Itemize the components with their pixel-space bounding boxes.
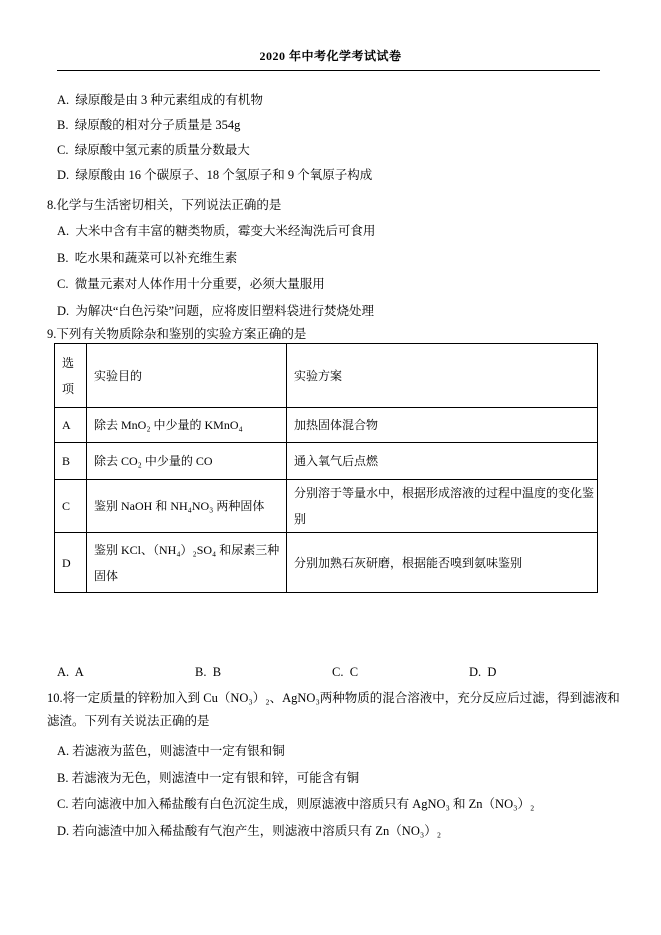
- q9-row-d-plan: 分别加熟石灰研磨，根据能否嗅到氨味鉴别: [287, 533, 598, 593]
- q9-row-c-option: C: [55, 480, 87, 533]
- q9-answer-choice-a: A. A: [57, 665, 84, 679]
- q9-answer-choice-d: D. D: [469, 665, 497, 679]
- q7-option-d: D. 绿原酸由 16 个碳原子、18 个氢原子和 9 个氧原子构成: [57, 168, 373, 182]
- q10-option-d: D. 若向滤渣中加入稀盐酸有气泡产生，则滤液中溶质只有 Zn（NO₃）₂: [57, 824, 442, 838]
- q9-row-a-option: A: [55, 408, 87, 443]
- q9-table-row-c: [55, 480, 598, 533]
- q9-table-row-a: [55, 408, 598, 443]
- page-title: 2020 年中考化学考试试卷: [259, 49, 402, 63]
- q10-text-line-2: 滤渣。下列有关说法正确的是: [47, 714, 210, 728]
- q9-answer-choice-b: B. B: [195, 665, 222, 679]
- q9-table-header-option: 选项: [55, 344, 87, 408]
- q9-row-c-purpose: 鉴别 NaOH 和 NH₄NO₃ 两种固体: [87, 480, 287, 533]
- q9-table: [54, 343, 598, 593]
- q9-row-b-purpose: 除去 CO₂ 中少量的 CO: [87, 443, 287, 480]
- q8-option-b: B. 吃水果和蔬菜可以补充维生素: [57, 251, 238, 265]
- header-divider: [57, 70, 600, 71]
- q9-row-d-option: D: [55, 533, 87, 593]
- q9-row-b-option: B: [55, 443, 87, 480]
- q9-table-row-d: [55, 533, 598, 593]
- q8-option-c: C. 微量元素对人体作用十分重要，必须大量服用: [57, 277, 325, 291]
- q7-option-c: C. 绿原酸中氢元素的质量分数最大: [57, 143, 250, 157]
- q10-option-b: B. 若滤液为无色，则滤渣中一定有银和锌，可能含有铜: [57, 771, 360, 785]
- q7-option-b: B. 绿原酸的相对分子质量是 354g: [57, 118, 241, 132]
- q9-row-a-purpose: 除去 MnO₂ 中少量的 KMnO₄: [87, 408, 287, 443]
- q9-answer-choice-c: C. C: [332, 665, 359, 679]
- q10-option-a: A. 若滤液为蓝色，则滤渣中一定有银和铜: [57, 744, 285, 758]
- q8-option-a: A. 大米中含有丰富的糖类物质，霉变大米经淘洗后可食用: [57, 224, 376, 238]
- q9-table-header-purpose: 实验目的: [87, 344, 287, 408]
- q9-table-header-row: [55, 344, 598, 408]
- q8-option-d: D. 为解决“白色污染”问题，应将废旧塑料袋进行焚烧处理: [57, 304, 374, 318]
- q10-text-line-1: 10.将一定质量的锌粉加入到 Cu（NO₃）₂、AgNO₃两种物质的混合溶液中，充分反应后过滤，得到滤液和: [47, 691, 620, 705]
- q10-option-c: C. 若向滤液中加入稀盐酸有白色沉淀生成，则原滤液中溶质只有 AgNO₃ 和 Zn（NO₃）₂: [57, 797, 535, 811]
- q8-title: 8.化学与生活密切相关，下列说法正确的是: [47, 198, 282, 212]
- q7-option-a: A. 绿原酸是由 3 种元素组成的有机物: [57, 93, 263, 107]
- q9-table-header-plan: 实验方案: [287, 344, 598, 408]
- q9-row-a-plan: 加热固体混合物: [287, 408, 598, 443]
- q9-row-d-purpose: 鉴别 KCl、（NH₄）₂SO₄ 和尿素三种固体: [87, 533, 287, 593]
- q9-row-c-plan: 分别溶于等量水中，根据形成溶液的过程中温度的变化鉴别: [287, 480, 598, 533]
- q9-row-b-plan: 通入氧气后点燃: [287, 443, 598, 480]
- q9-title: 9.下列有关物质除杂和鉴别的实验方案正确的是: [47, 327, 307, 341]
- q9-table-row-b: [55, 443, 598, 480]
